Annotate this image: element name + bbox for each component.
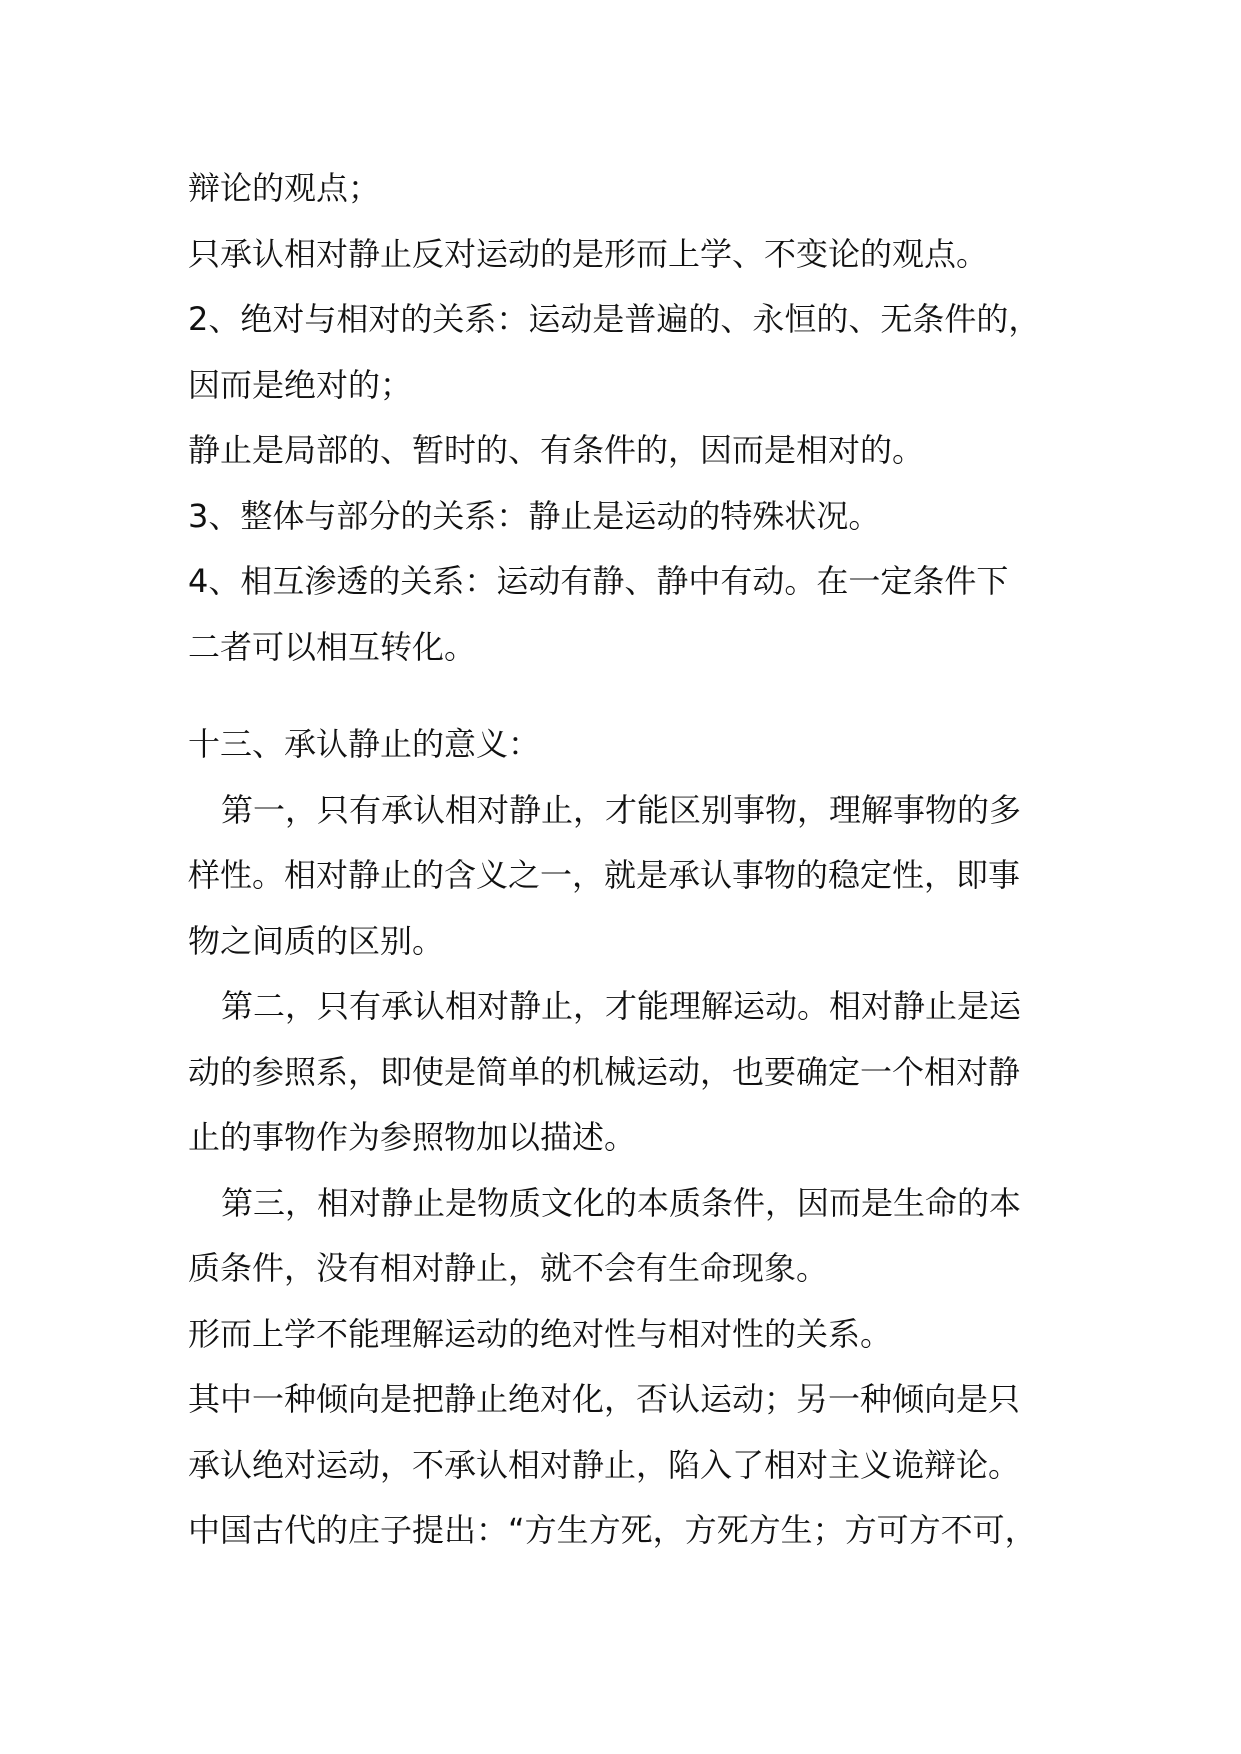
text-line: 物之间质的区别。: [188, 921, 445, 960]
text-line: 二者可以相互转化。: [188, 627, 477, 666]
text-line: 第一，只有承认相对静止，才能区别事物，理解事物的多: [221, 790, 1022, 829]
text-line: 4、相互渗透的关系：运动有静、静中有动。在一定条件下: [188, 562, 1009, 600]
text-line: 止的事物作为参照物加以描述。: [188, 1118, 637, 1156]
paragraph-gap: [188, 680, 1088, 712]
text-line: 中国古代的庄子提出：“方生方死，方死方生；方可方不可，: [188, 1511, 1037, 1549]
text-line: 第三，相对静止是物质文化的本质条件，因而是生命的本: [221, 1183, 1022, 1222]
text-line: 静止是局部的、暂时的、有条件的，因而是相对的。: [188, 431, 925, 469]
section-heading: 十三、承认静止的意义：: [188, 725, 541, 763]
text-line: 质条件，没有相对静止，就不会有生命现象。: [188, 1249, 829, 1287]
text-line: 3、整体与部分的关系：静止是运动的特殊状况。: [188, 496, 881, 535]
text-line: 动的参照系，即使是简单的机械运动，也要确定一个相对静: [188, 1052, 1021, 1091]
text-line: 因而是绝对的；: [188, 365, 413, 404]
text-line: 样性。相对静止的含义之一，就是承认事物的稳定性，即事: [188, 856, 1021, 894]
text-line: 只承认相对静止反对运动的是形而上学、不变论的观点。: [188, 234, 989, 273]
text-line: 第二，只有承认相对静止，才能理解运动。相对静止是运: [221, 987, 1022, 1025]
text-line: 其中一种倾向是把静止绝对化，否认运动；另一种倾向是只: [188, 1380, 1021, 1418]
text-line: 2、绝对与相对的关系：运动是普遍的、永恒的、无条件的，: [188, 300, 1041, 338]
text-line: 辩论的观点；: [188, 169, 381, 207]
text-line: 承认绝对运动，不承认相对静止，陷入了相对主义诡辩论。: [188, 1445, 1021, 1484]
text-line: 形而上学不能理解运动的绝对性与相对性的关系。: [188, 1314, 893, 1353]
document-page: [188, 156, 1088, 1564]
